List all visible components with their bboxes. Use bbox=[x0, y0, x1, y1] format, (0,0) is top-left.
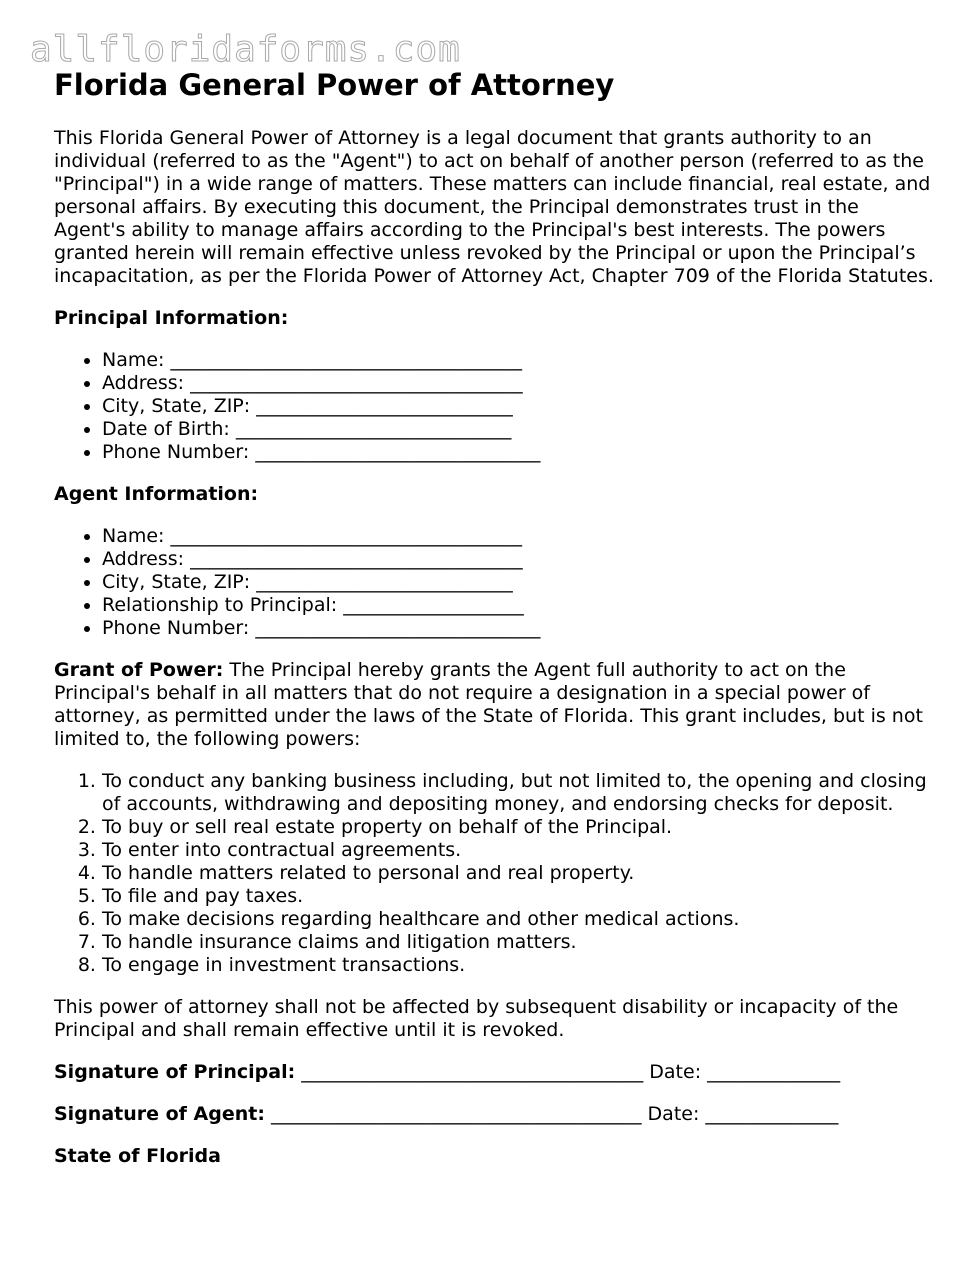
page-title: Florida General Power of Attorney bbox=[54, 68, 615, 102]
watermark: allfloridaforms.com bbox=[30, 29, 461, 70]
agent-address-field[interactable]: • Address: ___________________________________ bbox=[102, 548, 934, 571]
power-item: 2. To buy or sell real estate property on behalf of the Principal. bbox=[102, 816, 934, 839]
grant-label: Grant of Power: bbox=[54, 659, 224, 681]
agent-signature-blank[interactable]: _______________________________________ Date: ______________ bbox=[264, 1103, 839, 1125]
agent-relationship-field[interactable]: • Relationship to Principal: ___________________ bbox=[102, 594, 934, 617]
principal-phone-field[interactable]: • Phone Number: ______________________________ bbox=[102, 441, 934, 464]
document-page bbox=[54, 66, 934, 1168]
agent-phone-field[interactable]: • Phone Number: ______________________________ bbox=[102, 617, 934, 640]
power-item: 3. To enter into contractual agreements. bbox=[102, 839, 934, 862]
power-item: 1. To conduct any banking business including, but not limited to, the opening and closing of accounts, withdrawing and depositing money, and endorsing checks for deposit. bbox=[102, 770, 934, 816]
state-heading: State of Florida bbox=[54, 1145, 221, 1167]
intro-paragraph: This Florida General Power of Attorney is a legal document that grants authority to an individual (referred to as the "Agent") to act on behalf of another person (referred to as the "Principal") in a wide range of matters. These matters can include financial, real estate, and personal affairs. By executing this document, the Principal demonstrates trust in the Agent's ability to manage affairs according to the Principal's best interests. The powers granted herein will remain effective unless revoked by the Principal or upon the Principal’s incapacitation, as per the Florida Power of Attorney Act, Chapter 709 of the Florida Statutes. bbox=[54, 127, 934, 287]
principal-signature-label: Signature of Principal: bbox=[54, 1061, 296, 1083]
agent-city-state-zip-field[interactable]: • City, State, ZIP: ___________________________ bbox=[102, 571, 934, 594]
power-item: 6. To make decisions regarding healthcare and other medical actions. bbox=[102, 908, 934, 931]
principal-city-state-zip-field[interactable]: • City, State, ZIP: ___________________________ bbox=[102, 395, 934, 418]
agent-signature-label: Signature of Agent: bbox=[54, 1103, 265, 1125]
principal-signature-line[interactable] bbox=[54, 1061, 934, 1084]
principal-name-field[interactable]: • Name: _____________________________________ bbox=[102, 349, 934, 372]
grant-paragraph bbox=[54, 659, 934, 751]
agent-signature-line[interactable] bbox=[54, 1103, 934, 1126]
grant-text: The Principal hereby grants the Agent full authority to act on the Principal's behalf in all matters that do not require a designation in a special power of attorney, as permitted under the laws of the State of Florida. This grant includes, but is not limited to, the following powers: bbox=[54, 659, 923, 750]
agent-name-field[interactable]: • Name: _____________________________________ bbox=[102, 525, 934, 548]
power-item: 4. To handle matters related to personal and real property. bbox=[102, 862, 934, 885]
agent-fields bbox=[54, 525, 934, 640]
principal-heading: Principal Information: bbox=[54, 307, 289, 329]
principal-signature-blank[interactable]: ____________________________________ Date: ______________ bbox=[295, 1061, 841, 1083]
principal-fields bbox=[54, 349, 934, 464]
powers-list bbox=[54, 770, 934, 977]
power-item: 8. To engage in investment transactions. bbox=[102, 954, 934, 977]
power-item: 7. To handle insurance claims and litigation matters. bbox=[102, 931, 934, 954]
agent-heading: Agent Information: bbox=[54, 483, 259, 505]
principal-dob-field[interactable]: • Date of Birth: _____________________________ bbox=[102, 418, 934, 441]
principal-address-field[interactable]: • Address: ___________________________________ bbox=[102, 372, 934, 395]
power-item: 5. To file and pay taxes. bbox=[102, 885, 934, 908]
durability-paragraph: This power of attorney shall not be affected by subsequent disability or incapacity of the Principal and shall remain effective until it is revoked. bbox=[54, 996, 899, 1041]
